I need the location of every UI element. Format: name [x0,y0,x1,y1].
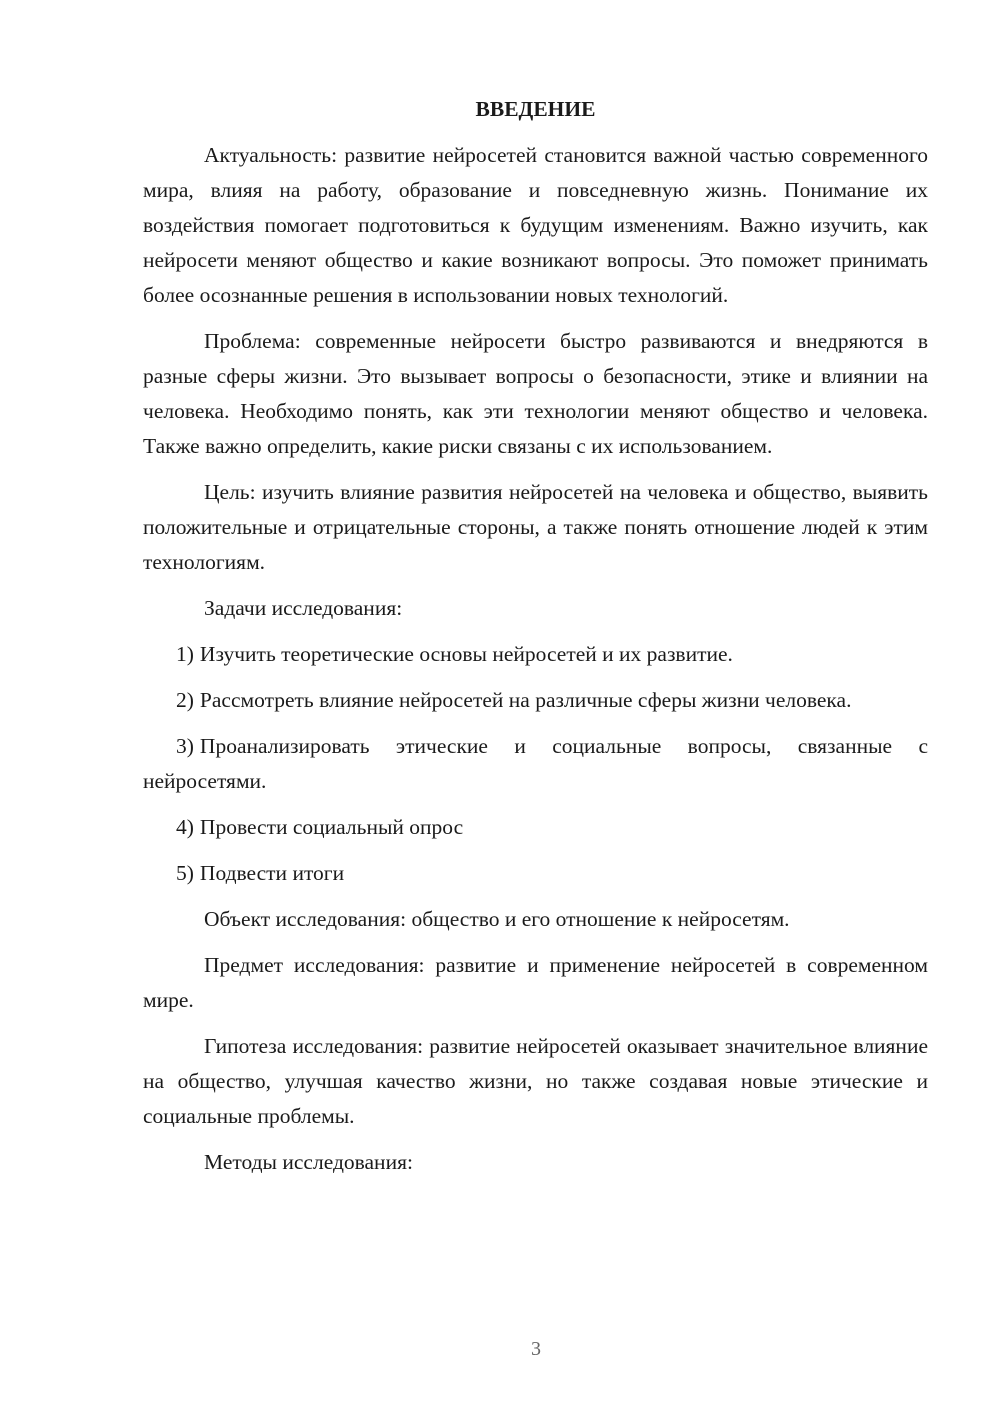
subject-paragraph: Предмет исследования: развитие и применение нейросетей в современном мире. [143,953,928,1012]
methods-heading: Методы исследования: [204,1150,413,1174]
problem-paragraph: Проблема: современные нейросети быстро развиваются и внедряются в разные сферы жизни. Это вызывает вопросы о безопасности, этике и влиянии на человека. Необходимо понять, как эти технологии меняют общество и человека. Также важно определить, какие риски связаны с их использованием. [143,329,928,458]
goal-paragraph: Цель: изучить влияние развития нейросетей на человека и общество, выявить положительные и отрицательные стороны, а также понять отношение людей к этим технологиям. [143,480,928,574]
page-content [143,92,928,1191]
relevance-paragraph: Актуальность: развитие нейросетей становится важной частью современного мира, влияя на работу, образование и повседневную жизнь. Понимание их воздействия помогает подготовиться к будущим изменениям. Важно изучить, как нейросети меняют общество и какие возникают вопросы. Это поможет принимать более осознанные решения в использовании новых технологий. [143,143,928,307]
task-item: 4) Провести социальный опрос [176,815,464,839]
page-number: 3 [531,1338,541,1360]
task-item: 2) Рассмотреть влияние нейросетей на различные сферы жизни человека. [176,688,852,712]
hypothesis-paragraph: Гипотеза исследования: развитие нейросетей оказывает значительное влияние на общество, улучшая качество жизни, но также создавая новые этические и социальные проблемы. [143,1034,928,1128]
section-title: ВВЕДЕНИЕ [475,97,596,121]
task-item: 1) Изучить теоретические основы нейросетей и их развитие. [176,642,733,666]
tasks-heading: Задачи исследования: [204,596,403,620]
object-paragraph: Объект исследования: общество и его отношение к нейросетям. [204,907,790,931]
task-item: 5) Подвести итоги [176,861,345,885]
tasks-list [143,637,928,891]
task-item: 3) Проанализировать этические и социальные вопросы, связанные с нейросетями. [143,734,928,793]
